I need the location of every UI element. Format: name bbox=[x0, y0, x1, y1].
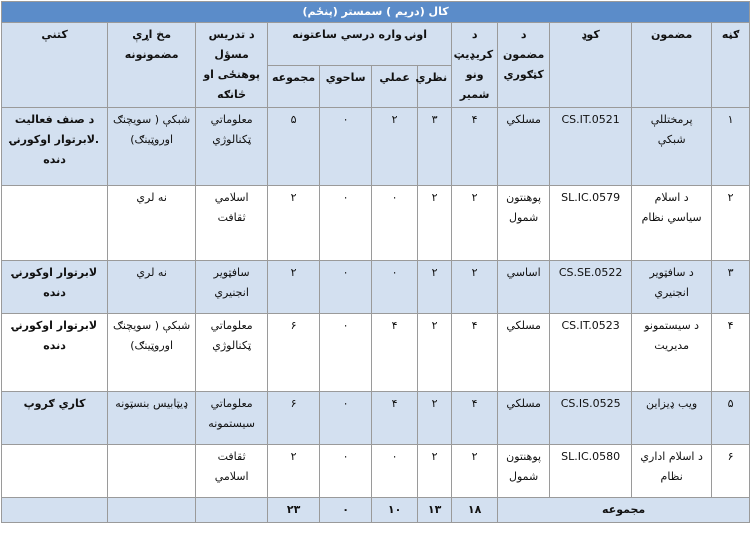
semester-table bbox=[1, 1, 750, 523]
cell-category: پوهنتون شمول bbox=[498, 186, 550, 261]
cell-practical: ۰ bbox=[372, 186, 418, 261]
cell-notes: لابرتوار اوکورنۍ دنده bbox=[2, 261, 108, 314]
header-subject: مضمون bbox=[632, 23, 712, 108]
header-weekly-hours: اونۍ واره درسي ساعتونه bbox=[268, 23, 452, 66]
cell-dept: معلوماتي سیستمونه bbox=[196, 392, 268, 445]
cell-subject: د سیستمونو مدیریت bbox=[632, 314, 712, 392]
cell-no: ۲ bbox=[712, 186, 750, 261]
table-row bbox=[2, 186, 750, 261]
header-prereq: مخ اړې مضمونونه bbox=[108, 23, 196, 108]
cell-credits: ۴ bbox=[452, 392, 498, 445]
cell-field: ۰ bbox=[320, 186, 372, 261]
cell-credits: ۴ bbox=[452, 108, 498, 186]
cell-dept: معلوماتي ټکنالوژي bbox=[196, 108, 268, 186]
cell-subject: پرمختللې شبکې bbox=[632, 108, 712, 186]
cell-prereq: شبکې ( سویچنګ اوروټینګ) bbox=[108, 108, 196, 186]
cell-code: SL.IC.0579 bbox=[550, 186, 632, 261]
cell-category: مسلکي bbox=[498, 392, 550, 445]
totals-credits: ۱۸ bbox=[452, 498, 498, 523]
cell-prereq: ډیټابیس بنسټونه bbox=[108, 392, 196, 445]
header-field: ساحوي bbox=[320, 65, 372, 108]
table-row bbox=[2, 445, 750, 498]
cell-code: SL.IC.0580 bbox=[550, 445, 632, 498]
totals-practical: ۱۰ bbox=[372, 498, 418, 523]
cell-dept: ثقافت اسلامي bbox=[196, 445, 268, 498]
curriculum-sheet bbox=[1, 1, 749, 537]
cell-theory: ۲ bbox=[418, 445, 452, 498]
cell-code: CS.IS.0525 bbox=[550, 392, 632, 445]
cell-credits: ۲ bbox=[452, 186, 498, 261]
table-title: کال (دریم ) سمستر (پنځم) bbox=[2, 2, 750, 23]
totals-empty bbox=[108, 498, 196, 523]
cell-prereq bbox=[108, 445, 196, 498]
cell-dept: معلوماتي ټکنالوژي bbox=[196, 314, 268, 392]
cell-subject: د سافټویر انجنیري bbox=[632, 261, 712, 314]
cell-category: مسلکي bbox=[498, 314, 550, 392]
header-category: د مضمون کټګوري bbox=[498, 23, 550, 108]
cell-practical: ۲ bbox=[372, 108, 418, 186]
cell-code: CS.IT.0521 bbox=[550, 108, 632, 186]
cell-subject: د اسلام سیاسي نظام bbox=[632, 186, 712, 261]
cell-total: ۵ bbox=[268, 108, 320, 186]
cell-practical: ۰ bbox=[372, 261, 418, 314]
table-row bbox=[2, 392, 750, 445]
cell-field: ۰ bbox=[320, 445, 372, 498]
cell-dept: سافټویر انجنیري bbox=[196, 261, 268, 314]
cell-subject: د اسلام اداري نظام bbox=[632, 445, 712, 498]
cell-prereq: نه لري bbox=[108, 261, 196, 314]
cell-theory: ۲ bbox=[418, 261, 452, 314]
cell-prereq: شبکې ( سویچنګ اوروټینګ) bbox=[108, 314, 196, 392]
cell-no: ۶ bbox=[712, 445, 750, 498]
table-row bbox=[2, 108, 750, 186]
cell-no: ۴ bbox=[712, 314, 750, 392]
cell-total: ۲ bbox=[268, 445, 320, 498]
cell-code: CS.SE.0522 bbox=[550, 261, 632, 314]
cell-field: ۰ bbox=[320, 314, 372, 392]
cell-total: ۶ bbox=[268, 392, 320, 445]
cell-notes bbox=[2, 445, 108, 498]
cell-theory: ۲ bbox=[418, 314, 452, 392]
cell-no: ۳ bbox=[712, 261, 750, 314]
cell-practical: ۴ bbox=[372, 314, 418, 392]
cell-field: ۰ bbox=[320, 108, 372, 186]
cell-credits: ۲ bbox=[452, 261, 498, 314]
header-no: ګڼه bbox=[712, 23, 750, 108]
cell-total: ۶ bbox=[268, 314, 320, 392]
cell-category: پوهنتون شمول bbox=[498, 445, 550, 498]
cell-practical: ۰ bbox=[372, 445, 418, 498]
header-practical: عملي bbox=[372, 65, 418, 108]
cell-credits: ۴ bbox=[452, 314, 498, 392]
totals-total: ۲۳ bbox=[268, 498, 320, 523]
cell-notes: د صنف فعالیت .لابرتوار اوکورنۍ دنده bbox=[2, 108, 108, 186]
cell-field: ۰ bbox=[320, 392, 372, 445]
totals-theory: ۱۳ bbox=[418, 498, 452, 523]
header-code: کوډ bbox=[550, 23, 632, 108]
table-row bbox=[2, 314, 750, 392]
table-row bbox=[2, 261, 750, 314]
cell-total: ۲ bbox=[268, 186, 320, 261]
cell-total: ۲ bbox=[268, 261, 320, 314]
cell-credits: ۲ bbox=[452, 445, 498, 498]
totals-empty bbox=[2, 498, 108, 523]
cell-field: ۰ bbox=[320, 261, 372, 314]
cell-category: مسلکي bbox=[498, 108, 550, 186]
header-dept: د تدریس مسؤل پوهنځی او څانګه bbox=[196, 23, 268, 108]
totals-field: ۰ bbox=[320, 498, 372, 523]
cell-category: اساسي bbox=[498, 261, 550, 314]
cell-practical: ۴ bbox=[372, 392, 418, 445]
cell-code: CS.IT.0523 bbox=[550, 314, 632, 392]
header-credits: د کریډیټ ونو شمیر bbox=[452, 23, 498, 108]
cell-notes: کاري ګروپ bbox=[2, 392, 108, 445]
cell-theory: ۳ bbox=[418, 108, 452, 186]
cell-subject: ویب ډیزاین bbox=[632, 392, 712, 445]
cell-no: ۱ bbox=[712, 108, 750, 186]
header-theory: نظري bbox=[418, 65, 452, 108]
cell-prereq: نه لري bbox=[108, 186, 196, 261]
header-notes: کتنې bbox=[2, 23, 108, 108]
totals-label: مجموعه bbox=[498, 498, 750, 523]
cell-no: ۵ bbox=[712, 392, 750, 445]
cell-theory: ۲ bbox=[418, 392, 452, 445]
totals-empty bbox=[196, 498, 268, 523]
cell-notes: لابرتوار اوکورنۍ دنده bbox=[2, 314, 108, 392]
cell-theory: ۲ bbox=[418, 186, 452, 261]
cell-notes bbox=[2, 186, 108, 261]
totals-row bbox=[2, 498, 750, 523]
header-total: مجموعه bbox=[268, 65, 320, 108]
cell-dept: اسلامي ثقافت bbox=[196, 186, 268, 261]
